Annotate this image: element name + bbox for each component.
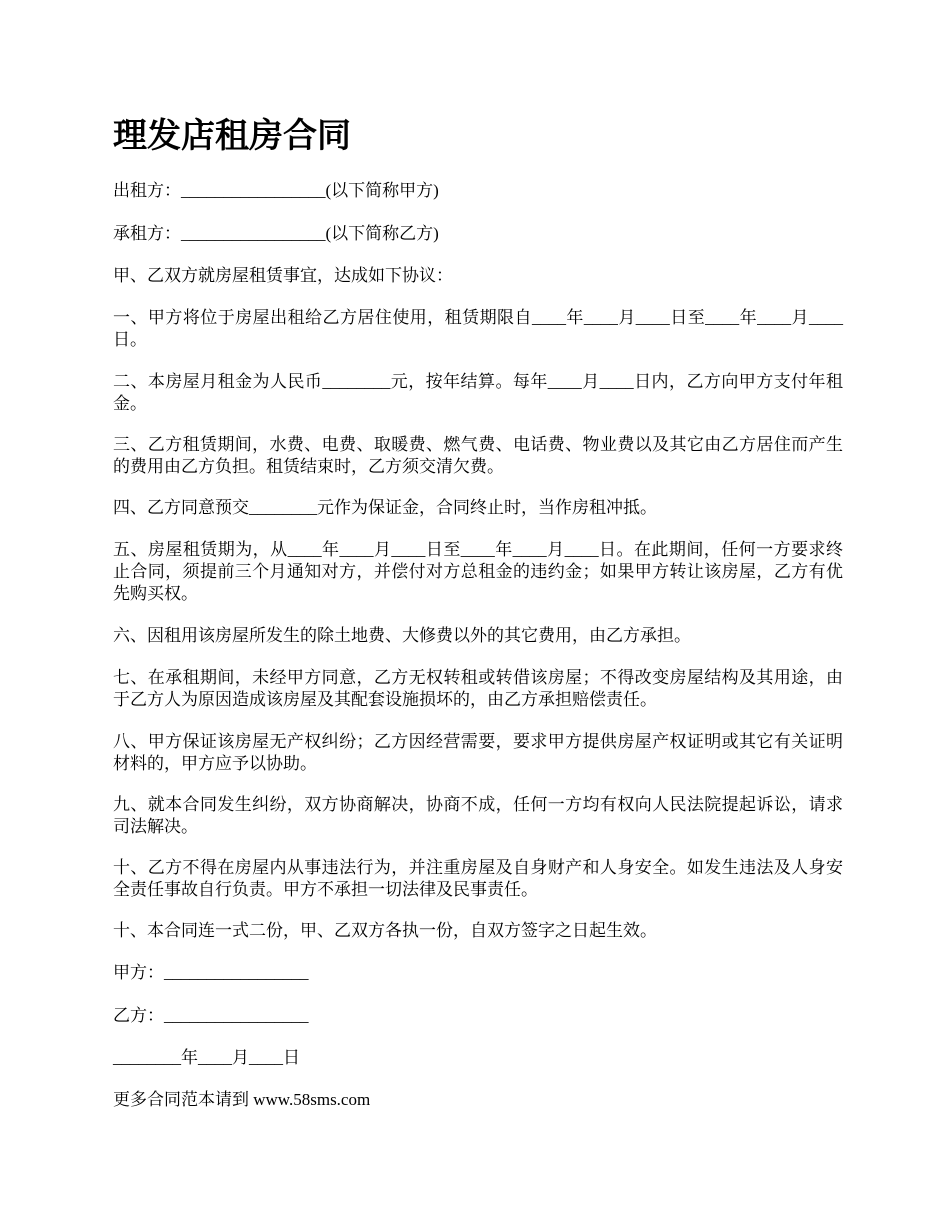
signing-date: ________年____月____日 (113, 1048, 300, 1067)
party-b-signature: 乙方：_________________ (113, 1006, 309, 1025)
clause-5: 五、房屋租赁期为，从____年____月____日至____年____月____日。在此期间，任何一方要求终止合同，须提前三个月通知对方，并偿付对方总租金的违约金；如果甲方转让该房屋，乙方有优先购买权。 (113, 540, 843, 603)
clause-8: 八、甲方保证该房屋无产权纠纷；乙方因经营需要，要求甲方提供房屋产权证明或其它有关证明材料的，甲方应予以协助。 (113, 732, 843, 773)
clause-11: 十、本合同连一式二份，甲、乙双方各执一份，自双方签字之日起生效。 (113, 921, 657, 940)
agreement-intro: 甲、乙双方就房屋租赁事宜，达成如下协议： (113, 266, 453, 285)
clause-4: 四、乙方同意预交________元作为保证金，合同终止时，当作房租冲抵。 (113, 498, 657, 517)
clause-3: 三、乙方租赁期间，水费、电费、取暖费、燃气费、电话费、物业费以及其它由乙方居住而产生的费用由乙方负担。租赁结束时，乙方须交清欠费。 (113, 435, 843, 476)
lessee-line: 承租方：_________________(以下简称乙方) (113, 224, 439, 243)
clause-6: 六、因租用该房屋所发生的除土地费、大修费以外的其它费用，由乙方承担。 (113, 626, 691, 645)
clause-10: 十、乙方不得在房屋内从事违法行为，并注重房屋及自身财产和人身安全。如发生违法及人身安全责任事故自行负责。甲方不承担一切法律及民事责任。 (113, 858, 843, 899)
clause-1: 一、甲方将位于房屋出租给乙方居住使用，租赁期限自____年____月____日至____年____月____日。 (113, 308, 843, 349)
clause-9: 九、就本合同发生纠纷，双方协商解决，协商不成，任何一方均有权向人民法院提起诉讼，请求司法解决。 (113, 795, 843, 836)
footer-note: 更多合同范本请到 www.58sms.com (113, 1090, 371, 1109)
document-title: 理发店租房合同 (113, 116, 351, 156)
clause-2: 二、本房屋月租金为人民币________元，按年结算。每年____月____日内，乙方向甲方支付年租金。 (113, 372, 843, 413)
lessor-line: 出租方：_________________(以下简称甲方) (113, 181, 439, 200)
party-a-signature: 甲方：_________________ (113, 963, 309, 982)
clause-7: 七、在承租期间，未经甲方同意，乙方无权转租或转借该房屋；不得改变房屋结构及其用途，由于乙方人为原因造成该房屋及其配套设施损坏的，由乙方承担赔偿责任。 (113, 668, 843, 709)
